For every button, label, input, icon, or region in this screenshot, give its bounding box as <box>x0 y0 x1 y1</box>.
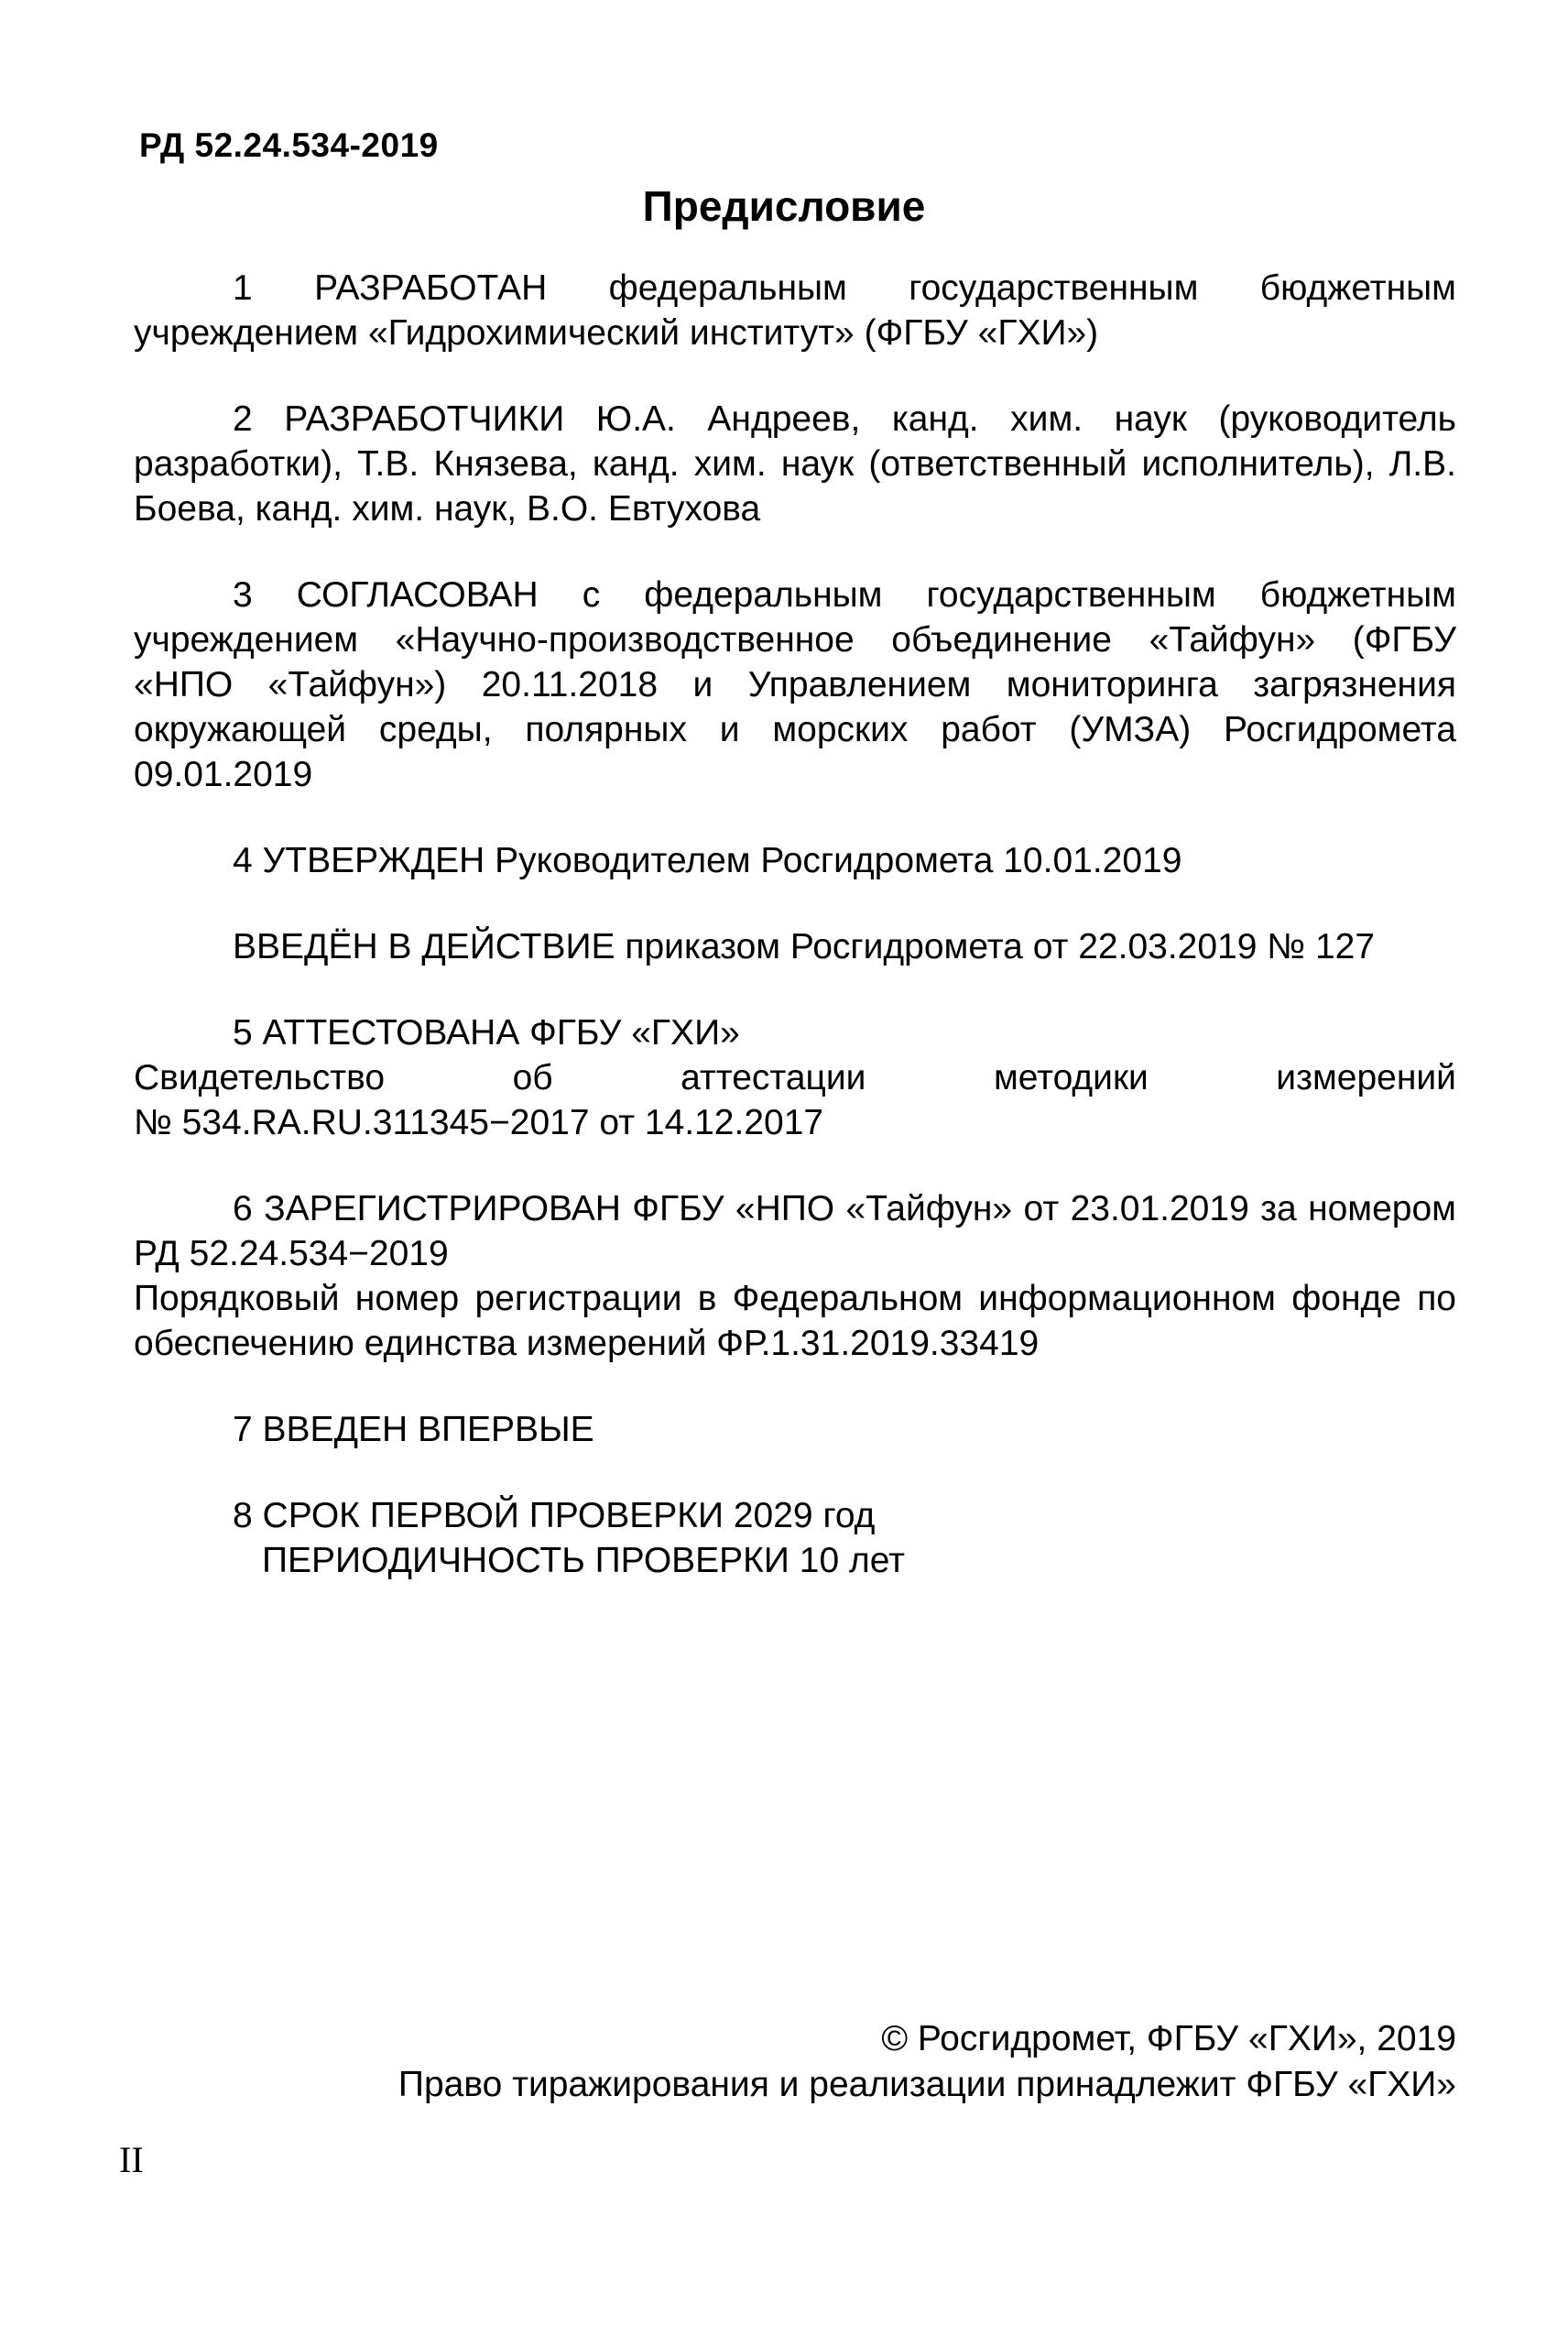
item-approved: 4 УТВЕРЖДЕН Руководителем Росгидромета 10.01.2019 <box>233 841 1182 880</box>
item-developers: 2 РАЗРАБОТЧИКИ Ю.А. Андреев, канд. хим. наук (руководитель разработки), Т.В. Князева, канд. хим. наук (ответственный исполнитель), Л.В. Боева, канд. хим. наук, В.О. Евтухова <box>134 399 1456 529</box>
item-first-check: 8 СРОК ПЕРВОЙ ПРОВЕРКИ 2029 год <box>233 1496 876 1535</box>
item-developed: 1 РАЗРАБОТАН федеральным государственным бюджетным учреждением «Гидрохимический институт» (ФГБУ «ГХИ») <box>134 268 1456 353</box>
item-certified-heading: 5 АТТЕСТОВАНА ФГБУ «ГХИ» <box>233 1013 740 1053</box>
item-registration-number: Порядковый номер регистрации в Федеральном информационном фонде по обеспечению единства измерений ФР.1.31.2019.33419 <box>134 1279 1456 1363</box>
certificate-word: Свидетельство <box>134 1058 386 1097</box>
preface-content <box>134 266 1456 1583</box>
item-certified-number: № 534.RA.RU.311345−2017 от 14.12.2017 <box>134 1103 824 1142</box>
document-code: РД 52.24.534-2019 <box>139 126 439 164</box>
copyright-line: © Росгидромет, ФГБУ «ГХИ», 2019 <box>881 2019 1456 2058</box>
certificate-word: измерений <box>1276 1058 1456 1097</box>
certificate-word: аттестации <box>681 1058 866 1097</box>
item-certified-certificate <box>134 1055 1456 1100</box>
certificate-word: методики <box>993 1058 1149 1097</box>
page-title: Предисловие <box>642 182 926 230</box>
page-number: II <box>119 2139 144 2180</box>
item-certified <box>134 1010 1456 1145</box>
copyright-block <box>398 2016 1456 2108</box>
item-first-introduced: 7 ВВЕДЕН ВПЕРВЫЕ <box>233 1410 594 1449</box>
rights-line: Право тиражирования и реализации принадлежит ФГБУ «ГХИ» <box>397 2065 1456 2104</box>
item-registered: 6 ЗАРЕГИСТРИРОВАН ФГБУ «НПО «Тайфун» от 23.01.2019 за номером РД 52.24.534−2019 <box>134 1189 1456 1273</box>
item-check-period: ПЕРИОДИЧНОСТЬ ПРОВЕРКИ 10 лет <box>262 1541 905 1580</box>
item-enacted: ВВЕДЁН В ДЕЙСТВИЕ приказом Росгидромета от 22.03.2019 № 127 <box>233 927 1376 966</box>
item-agreed: 3 СОГЛАСОВАН с федеральным государственным бюджетным учреждением «Научно-производственное объединение «Тайфун» (ФГБУ «НПО «Тайфун») 20.11.2018 и Управлением мониторинга загрязнения окружающей среды, полярных и морских работ (УМЗА) Росгидромета 09.01.2019 <box>134 575 1456 794</box>
certificate-word: об <box>512 1058 553 1097</box>
